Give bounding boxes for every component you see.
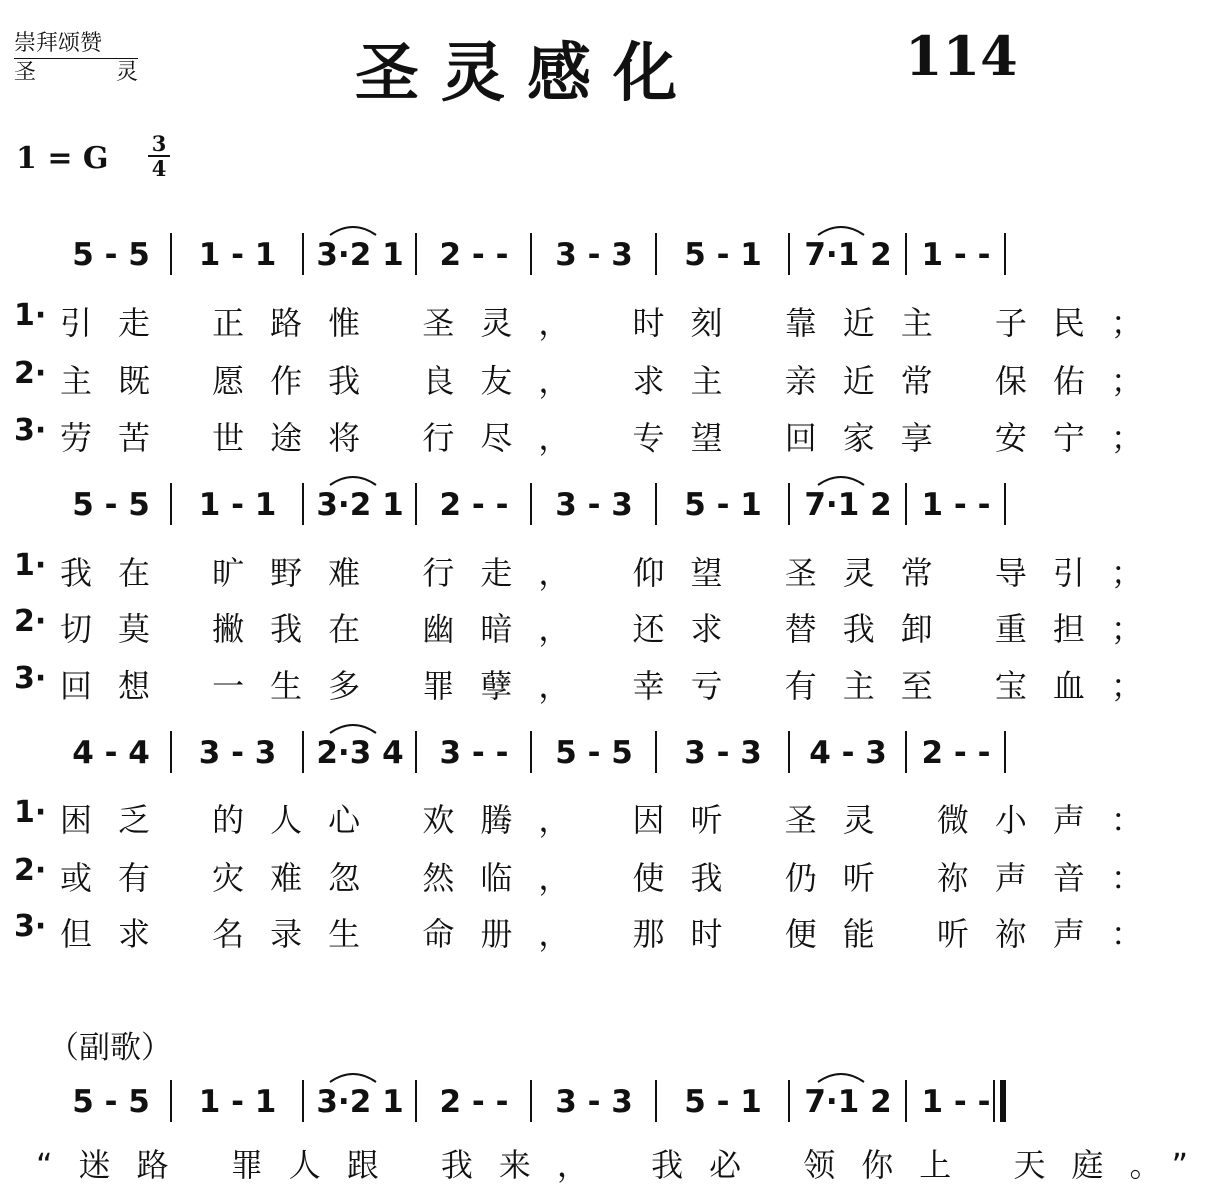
bar-line	[302, 1080, 304, 1122]
slur-mark	[328, 223, 378, 237]
verse-number: 2·	[14, 604, 47, 639]
measure	[173, 733, 302, 783]
bar-line	[993, 1080, 995, 1122]
slur-mark	[816, 473, 866, 487]
slur-mark	[328, 721, 378, 735]
bar-line	[655, 731, 657, 773]
measure-notes: 5 - 5	[72, 1084, 150, 1120]
measure	[173, 235, 302, 285]
lyric-line	[14, 356, 1169, 402]
measure	[52, 733, 170, 783]
measure	[658, 733, 788, 783]
category-line2-left: 圣	[14, 60, 37, 85]
measure	[418, 485, 530, 535]
lyric-text: 劳苦 世途将 行尽， 专望 回家享 安宁；	[60, 419, 1169, 457]
bar-line	[655, 233, 657, 275]
measure-notes: 3 - 3	[684, 735, 762, 771]
measure-notes: 5 - 5	[72, 237, 150, 273]
bar-line	[788, 731, 790, 773]
lyric-line	[14, 661, 1169, 707]
verse-number: 3·	[14, 413, 47, 448]
measure-notes: 5 - 5	[72, 487, 150, 523]
bar-line	[905, 233, 907, 275]
measure-notes: 2 - -	[439, 1084, 509, 1120]
bar-line	[1004, 483, 1006, 525]
category-label	[14, 30, 138, 87]
lyric-line	[14, 853, 1169, 899]
lyric-text: 主既 愿作我 良友， 求主 亲近常 保佑；	[60, 362, 1169, 400]
lyric-text: “迷路 罪人跟 我来， 我必 领你上 天庭。”	[36, 1146, 1214, 1184]
measure-notes: 1 - 1	[198, 237, 277, 273]
measure	[305, 235, 415, 285]
bar-line	[302, 233, 304, 275]
lyric-line	[14, 548, 1169, 594]
measure	[305, 733, 415, 783]
measure	[305, 1082, 415, 1132]
time-signature-top: 3	[148, 132, 170, 157]
bar-line	[302, 483, 304, 525]
measure	[52, 1082, 170, 1132]
measure-notes: 5 - 1	[684, 237, 762, 273]
verse-number: 3·	[14, 661, 47, 696]
measure	[658, 235, 788, 285]
measure-notes: 3·2 1	[316, 237, 404, 273]
lyric-line	[14, 795, 1169, 841]
lyric-text: 或有 灾难忽 然临， 使我 仍听 祢声音：	[60, 859, 1169, 897]
lyric-text: 回想 一生多 罪孽， 幸亏 有主至 宝血；	[60, 667, 1169, 705]
bar-line	[905, 1080, 907, 1122]
bar-line	[788, 483, 790, 525]
measure	[908, 235, 1004, 285]
measure	[533, 235, 655, 285]
bar-line	[530, 233, 532, 275]
bar-line	[905, 483, 907, 525]
bar-line	[170, 731, 172, 773]
notation-row	[0, 485, 1020, 535]
notation-row	[0, 235, 1020, 285]
verse-number: 1·	[14, 795, 47, 830]
bar-line	[302, 731, 304, 773]
lyric-text: 我在 旷野难 行走， 仰望 圣灵常 导引；	[60, 554, 1169, 592]
hymn-number: 114	[905, 24, 1018, 88]
lyric-line	[14, 298, 1169, 344]
measure	[533, 1082, 655, 1132]
measure-notes: 1 - -	[921, 487, 991, 523]
bar-line	[415, 731, 417, 773]
measure	[791, 235, 905, 285]
measure-notes: 4 - 3	[809, 735, 887, 771]
measure	[658, 485, 788, 535]
lyric-text: 切莫 撇我在 幽暗， 还求 替我卸 重担；	[60, 610, 1169, 648]
measure-notes: 3·2 1	[316, 1084, 404, 1120]
bar-line	[415, 1080, 417, 1122]
measure-notes: 3 - -	[439, 735, 509, 771]
lyric-text: 引走 正路惟 圣灵， 时刻 靠近主 子民；	[60, 304, 1169, 342]
measure	[908, 1082, 1004, 1132]
category-line2	[14, 59, 138, 87]
measure-notes: 1 - -	[921, 237, 991, 273]
time-signature-bottom: 4	[151, 156, 167, 181]
slur-mark	[328, 1070, 378, 1084]
measure-notes: 2·3 4	[316, 735, 404, 771]
bar-line	[655, 1080, 657, 1122]
measure-notes: 1 - 1	[198, 1084, 277, 1120]
lyric-line	[14, 604, 1169, 650]
measure-notes: 5 - 1	[684, 1084, 762, 1120]
bar-line	[530, 1080, 532, 1122]
measure-notes: 2 - -	[921, 735, 991, 771]
hymn-title: 圣灵感化	[355, 36, 699, 111]
measure	[791, 733, 905, 783]
bar-line	[788, 233, 790, 275]
category-line2-right: 灵	[115, 60, 138, 85]
measure	[418, 733, 530, 783]
measure	[533, 733, 655, 783]
measure	[908, 733, 1004, 783]
measure-notes: 3 - 3	[555, 237, 633, 273]
bar-line	[655, 483, 657, 525]
slur-mark	[816, 223, 866, 237]
notation-row	[0, 1082, 1020, 1132]
chorus-label: （副歌）	[48, 1030, 172, 1066]
measure	[52, 485, 170, 535]
measure	[908, 485, 1004, 535]
measure-notes: 4 - 4	[72, 735, 150, 771]
measure	[791, 485, 905, 535]
bar-line	[170, 1080, 172, 1122]
measure	[791, 1082, 905, 1132]
measure-notes: 1 - -	[921, 1084, 991, 1120]
measure	[305, 485, 415, 535]
bar-line	[1004, 233, 1006, 275]
time-signature	[148, 132, 170, 180]
verse-number: 1·	[14, 548, 47, 583]
bar-line	[530, 731, 532, 773]
lyric-line	[14, 413, 1169, 459]
bar-line	[415, 233, 417, 275]
measure	[173, 485, 302, 535]
verse-number: 3·	[14, 909, 47, 944]
measure-notes: 2 - -	[439, 237, 509, 273]
measure	[418, 1082, 530, 1132]
notation-row	[0, 733, 1020, 783]
verse-number: 1·	[14, 298, 47, 333]
measure-notes: 3·2 1	[316, 487, 404, 523]
bar-line	[530, 483, 532, 525]
final-bar-line	[1000, 1080, 1006, 1122]
measure-notes: 3 - 3	[198, 735, 277, 771]
lyric-line	[14, 1140, 1214, 1186]
bar-line	[170, 233, 172, 275]
slur-mark	[816, 1070, 866, 1084]
lyric-text: 困乏 的人心 欢腾， 因听 圣灵 微小声：	[60, 801, 1169, 839]
bar-line	[415, 483, 417, 525]
category-line1: 崇拜颂赞	[14, 30, 138, 59]
measure-notes: 7·1 2	[804, 487, 892, 523]
verse-number: 2·	[14, 356, 47, 391]
measure-notes: 5 - 1	[684, 487, 762, 523]
bar-line	[1004, 731, 1006, 773]
measure	[658, 1082, 788, 1132]
lyric-line	[14, 909, 1169, 955]
bar-line	[788, 1080, 790, 1122]
measure	[173, 1082, 302, 1132]
measure-notes: 7·1 2	[804, 1084, 892, 1120]
bar-line	[905, 731, 907, 773]
key-signature: 1 = G	[16, 141, 109, 176]
measure	[52, 235, 170, 285]
verse-number: 2·	[14, 853, 47, 888]
measure-notes: 5 - 5	[555, 735, 633, 771]
measure-notes: 3 - 3	[555, 487, 633, 523]
bar-line	[170, 483, 172, 525]
measure	[533, 485, 655, 535]
lyric-text: 但求 名录生 命册， 那时 便能 听祢声：	[60, 915, 1169, 953]
measure-notes: 1 - 1	[198, 487, 277, 523]
measure-notes: 2 - -	[439, 487, 509, 523]
slur-mark	[328, 473, 378, 487]
measure-notes: 7·1 2	[804, 237, 892, 273]
measure-notes: 3 - 3	[555, 1084, 633, 1120]
measure	[418, 235, 530, 285]
